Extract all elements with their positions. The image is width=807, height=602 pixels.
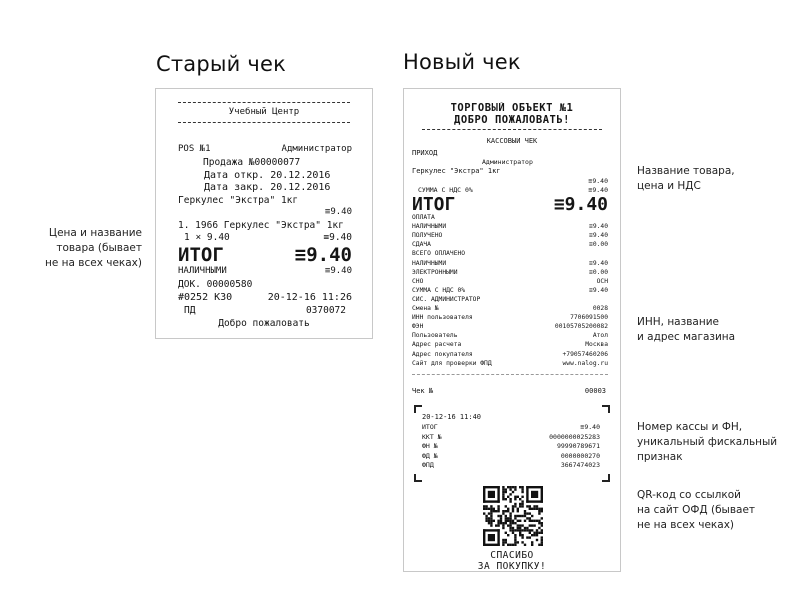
new-head-separator (422, 129, 602, 130)
row-label: НАЛИЧНЫМИ (412, 223, 447, 231)
row-value: 0028 (592, 305, 608, 312)
row-label: ФН № (422, 442, 438, 450)
receipt-row (422, 461, 600, 469)
pos-row: POS №1 Администратор (178, 144, 352, 154)
note-inn-address: ИНН, название и адрес магазина (637, 316, 736, 343)
row-value: ≡9.40 (589, 259, 608, 267)
note-kkt-fn: Номер кассы и ФН, уникальный фискальный признак (637, 421, 778, 463)
new-receipt (403, 88, 621, 572)
row-value: 00105705200082 (554, 323, 608, 331)
bracket-bottom-left (414, 474, 422, 482)
doc-type: КАССОВЫЙ ЧЕК (486, 137, 538, 145)
sale-number: Продажа №00000077 (203, 157, 301, 168)
row-label: СДАЧА (412, 241, 431, 249)
row-label: СИС. АДМИНИСТРАТОР (412, 295, 481, 303)
fiscal-datetime: 20-12-16 11:40 (422, 413, 482, 421)
row-label: Адрес расчета (412, 341, 462, 349)
row-label: ИТОГ (422, 423, 438, 431)
receipt-row (412, 360, 608, 367)
new-foot-2: ЗА ПОКУПКУ! (477, 561, 547, 572)
note-price-name: Цена и название товара (бывает не на всех чеках) (44, 227, 142, 269)
bracket-top-right (602, 405, 610, 413)
qty-row: 1 × 9.40 ≡9.40 (184, 232, 352, 243)
receipt-row (412, 223, 608, 230)
receipt-row (412, 232, 608, 239)
receipt-row (412, 351, 608, 358)
total-row: ИТОГ ≡9.40 (178, 244, 352, 266)
receipt-row (412, 296, 608, 303)
receipt-row (412, 241, 608, 248)
row-value: +79057460206 (562, 350, 608, 358)
new-item-price: ≡9.40 (588, 177, 608, 185)
new-item-name: Геркулес "Экстра" 1кг (412, 167, 501, 175)
row-value: 99990789671 (556, 442, 600, 450)
top-separator (178, 102, 350, 103)
row-value: ≡0.00 (589, 268, 608, 276)
pd-row: ПД 0370072 (184, 305, 346, 316)
receipt-row (412, 314, 608, 321)
row-value: 7706091500 (570, 314, 608, 322)
row-label: ЭЛЕКТРОННЫМИ (412, 268, 458, 276)
row-label: ФПД (422, 461, 434, 469)
row-label: НАЛИЧНЫМИ (412, 259, 447, 267)
new-head-1: ТОРГОВЫЙ ОБЪЕКТ №1 (450, 102, 574, 114)
doc-number: ДОК. 00000580 (178, 279, 253, 290)
mid-separator (412, 374, 608, 375)
old-receipt-title: Старый чек (156, 52, 287, 76)
receipt-row (422, 433, 600, 441)
row-value: ≡9.40 (580, 423, 600, 431)
receipt-row (422, 452, 600, 460)
row-label: ВСЕГО ОПЛАЧЕНО (412, 250, 466, 258)
note-qr-code: QR-код со ссылкой на сайт ОФД (бывает не на всех чеках) (637, 489, 756, 531)
row-value: 3667474023 (560, 461, 600, 469)
row-label: Адрес покупателя (412, 350, 473, 358)
row-value: Москва (585, 341, 608, 349)
note-item-name-nds: Название товара, цена и НДС (637, 165, 735, 192)
row-value: ≡9.40 (589, 223, 608, 231)
row-label: СУММА С НДС 0% (412, 286, 466, 294)
receipt-row (412, 287, 608, 294)
date-close: Дата закр. 20.12.2016 (204, 182, 331, 193)
row-value: 0000000270 (560, 451, 600, 460)
row-value: www.nalog.ru (562, 359, 608, 367)
new-head-2: ДОБРО ПОЖАЛОВАТЬ! (454, 114, 570, 126)
receipt-row (412, 341, 608, 348)
receipt-row (412, 260, 608, 267)
operation: ПРИХОД (412, 149, 438, 157)
row-value: Атол (592, 332, 608, 340)
old-footer: Добро пожаловать (218, 318, 310, 329)
receipt-row (412, 214, 608, 221)
receipt-row (412, 269, 608, 276)
row-value: 0000000025283 (549, 432, 600, 441)
row-label: СНО (412, 277, 424, 285)
row-value: ОСН (596, 277, 608, 285)
row-value: ≡9.40 (589, 232, 608, 240)
row-label: Сайт для проверки ФПД (412, 359, 492, 367)
row-label: Смена № (412, 305, 439, 312)
new-total-row: ИТОГ ≡9.40 (412, 194, 608, 215)
bracket-top-left (414, 405, 422, 413)
item-line: 1. 1966 Геркулес "Экстра" 1кг (178, 220, 344, 231)
row-label: ПОЛУЧЕНО (412, 232, 443, 240)
row-label: ККТ № (422, 432, 442, 441)
row-label: ОПЛАТА (412, 214, 435, 221)
old-receipt (155, 88, 373, 339)
row-label: ФЭН (412, 323, 424, 331)
receipt-row (422, 442, 600, 450)
receipt-row (412, 323, 608, 330)
new-receipt-title: Новый чек (403, 50, 521, 74)
item-name: Геркулес "Экстра" 1кг (178, 195, 299, 206)
kkm-row: #0252 К30 20-12-16 11:26 (178, 292, 352, 303)
qr-code (483, 486, 543, 546)
receipt-row (412, 305, 608, 312)
check-row: Чек № 00003 (412, 387, 606, 395)
row-value: ≡9.40 (589, 286, 608, 294)
bracket-bottom-right (602, 474, 610, 482)
header-separator (178, 122, 350, 123)
cashier: Администратор (482, 158, 533, 166)
receipt-row (412, 278, 608, 285)
row-label: ФД № (422, 451, 438, 460)
new-foot-1: СПАСИБО (490, 550, 534, 561)
row-value: ≡0.00 (589, 241, 608, 249)
receipt-row (412, 332, 608, 339)
receipt-row (412, 250, 608, 257)
cash-row: НАЛИЧНЫМИ ≡9.40 (178, 266, 352, 276)
date-open: Дата откр. 20.12.2016 (204, 170, 331, 181)
row-label: Пользователь (412, 332, 458, 340)
old-header: Учебный Центр (228, 107, 300, 117)
receipt-row (422, 423, 600, 431)
item-price: ≡9.40 (324, 207, 352, 217)
nds-row: СУММА С НДС 0% ≡9.40 (418, 186, 608, 194)
row-label: ИНН пользователя (412, 314, 473, 322)
